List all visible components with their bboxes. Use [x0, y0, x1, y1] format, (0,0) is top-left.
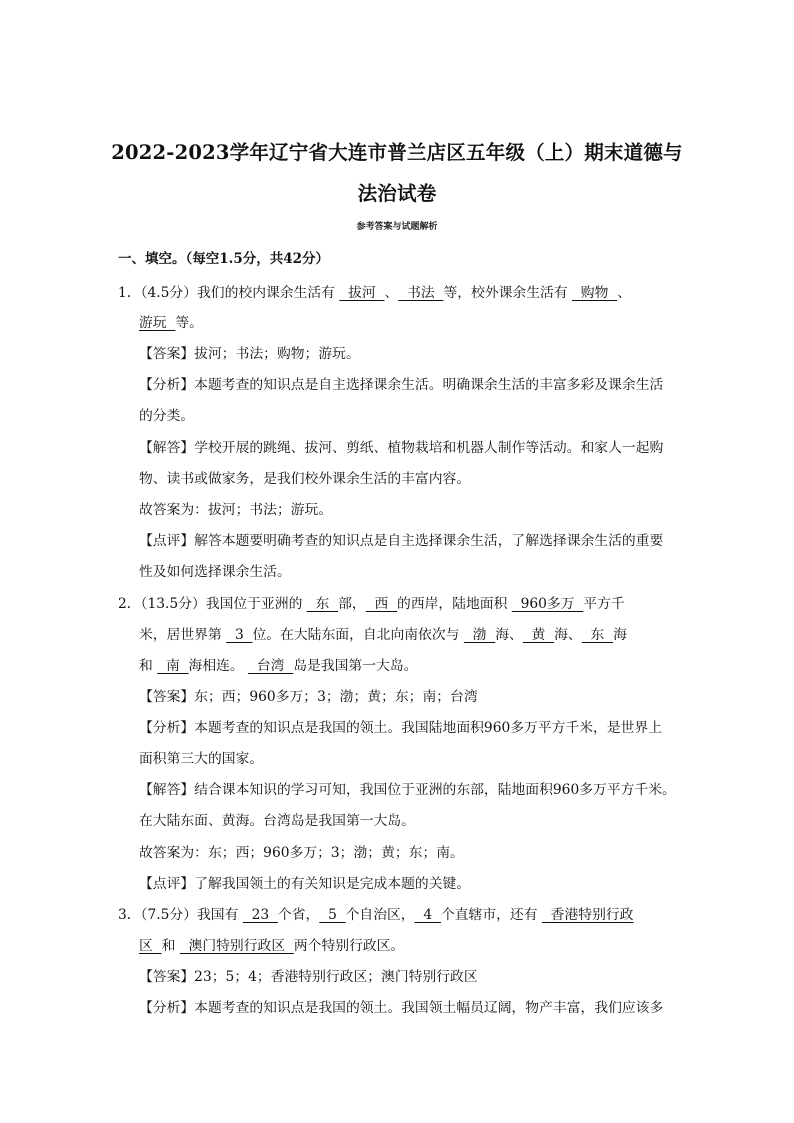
q3-stem-line-2: [139, 934, 699, 954]
q1-stem-text: 1．（4.5分）我们的校内课余生活有: [118, 285, 340, 301]
q3-analysis-line-1: 【分析】本题考查的知识点是我国的领土。我国领土幅员辽阔，物产丰富，我们应该多: [139, 1000, 664, 1016]
q2-stem-text-10: 和: [139, 658, 158, 674]
q3-stem-text-4: 个直辖市，还有: [440, 907, 542, 923]
q1-blank-3: 购物: [572, 285, 618, 301]
q2-stem-text-7: 海、: [495, 627, 523, 643]
q2-blank-5: 渤: [463, 627, 496, 643]
q1-stem-line-1: [118, 281, 678, 301]
q2-blank-6: 黄: [522, 627, 555, 643]
q3-blank-4: 香港特别行政: [541, 907, 634, 923]
q1-solution-line-2: 物、读书或做家务，是我们校外课余生活的丰富内容。: [139, 471, 471, 487]
q2-stem-text-4: 平方千: [583, 596, 625, 612]
q1-blank-4: 游玩: [139, 315, 176, 331]
q1-blank-2: 书法: [398, 285, 444, 301]
q2-comment: 【点评】了解我国领土的有关知识是完成本题的关键。: [139, 876, 471, 892]
q3-stem-text-6: 两个特别行政区。: [293, 938, 405, 954]
page-title-line-1: 2022-2023学年辽宁省大连市普兰店区五年级（上）期末道德与: [111, 141, 683, 164]
q1-comment-line-1: 【点评】解答本题要明确考查的知识点是自主选择课余生活，了解选择课余生活的重要: [139, 533, 664, 549]
q2-solution-line-2: 在大陆东面、黄海。台湾岛是我国第一大岛。: [139, 813, 415, 829]
q3-blank-1: 23: [242, 907, 278, 923]
q2-stem-text: 2．（13.5分）我国位于亚洲的: [118, 596, 307, 612]
q3-answer: 【答案】23；5；4；香港特别行政区；澳门特别行政区: [139, 969, 478, 985]
q3-blank-3: 4: [414, 907, 441, 923]
q2-stem-text-12: 岛是我国第一大岛。: [293, 658, 418, 674]
q2-analysis-line-2: 面积第三大的国家。: [139, 751, 264, 767]
q2-blank-8: 南: [157, 658, 189, 674]
q1-sep-3: 、: [617, 285, 631, 301]
section-heading: 一、填空。（每空1.5分，共42分）: [118, 251, 330, 267]
q3-stem-text: 3．（7.5分）我国有: [118, 907, 243, 923]
q2-blank-4: 3: [226, 627, 253, 643]
q2-answer: 【答案】东；西；960多万；3；渤；黄；东；南；台湾: [139, 689, 478, 705]
q3-blank-2: 5: [319, 907, 346, 923]
q2-stem-text-3: 的西岸，陆地面积: [397, 596, 512, 612]
q1-stem-line-2: [139, 311, 699, 331]
q2-blank-1: 东: [306, 596, 339, 612]
q2-stem-line-1: [118, 592, 678, 612]
q2-blank-2: 西: [365, 596, 398, 612]
q1-comment-line-2: 性及如何选择课余生活。: [139, 564, 291, 580]
q2-stem-text-2: 部，: [338, 596, 366, 612]
q2-blank-3: 960多万: [511, 596, 584, 612]
q1-solution-line-3: 故答案为：拔河；书法；游玩。: [139, 502, 333, 518]
q2-solution-line-3: 故答案为：东；西；960多万；3；渤；黄；东；南。: [139, 845, 464, 861]
q2-stem-line-2: [139, 623, 699, 643]
q2-stem-text-5: 米，居世界第: [139, 627, 227, 643]
q2-stem-text-8: 海、: [554, 627, 582, 643]
q2-blank-9: 台湾: [248, 658, 294, 674]
q1-solution-line-1: 【解答】学校开展的跳绳、拔河、剪纸、植物栽培和机器人制作等活动。和家人一起购: [139, 440, 664, 456]
q2-analysis-line-1: 【分析】本题考查的知识点是我国的领土。我国陆地面积960多万平方千米，是世界上: [139, 720, 663, 736]
q3-blank-4-continued: 区: [139, 938, 162, 954]
q3-blank-5: 澳门特别行政区: [179, 938, 294, 954]
page-subtitle: 参考答案与试题解析: [356, 222, 438, 232]
q2-stem-text-9: 海: [613, 627, 627, 643]
q3-stem-text-2: 个省，: [277, 907, 320, 923]
q2-stem-text-6: 位。在大陆东面，自北向南依次与: [252, 627, 464, 643]
q2-blank-7: 东: [581, 627, 614, 643]
q2-stem-line-3: [139, 654, 699, 674]
q2-solution-line-1: 【解答】结合课本知识的学习可知，我国位于亚洲的东部，陆地面积960多万平方千米。: [139, 782, 676, 798]
q1-stem-text-2: 等，校外课余生活有: [443, 285, 573, 301]
page-title-line-2: 法治试卷: [357, 182, 437, 205]
q1-analysis-line-2: 的分类。: [139, 408, 195, 424]
q1-stem-end: 等。: [175, 315, 203, 331]
q1-answer: 【答案】拔河；书法；购物；游玩。: [139, 346, 360, 362]
q1-blank-1: 拔河: [339, 285, 385, 301]
q3-stem-text-3: 个自治区，: [345, 907, 415, 923]
q3-stem-line-1: [118, 903, 678, 923]
q3-stem-text-5: 和: [161, 938, 180, 954]
q1-sep-1: 、: [384, 285, 399, 301]
q2-stem-text-11: 海相连。: [188, 658, 249, 674]
q1-analysis-line-1: 【分析】本题考查的知识点是自主选择课余生活。明确课余生活的丰富多彩及课余生活: [139, 377, 664, 393]
